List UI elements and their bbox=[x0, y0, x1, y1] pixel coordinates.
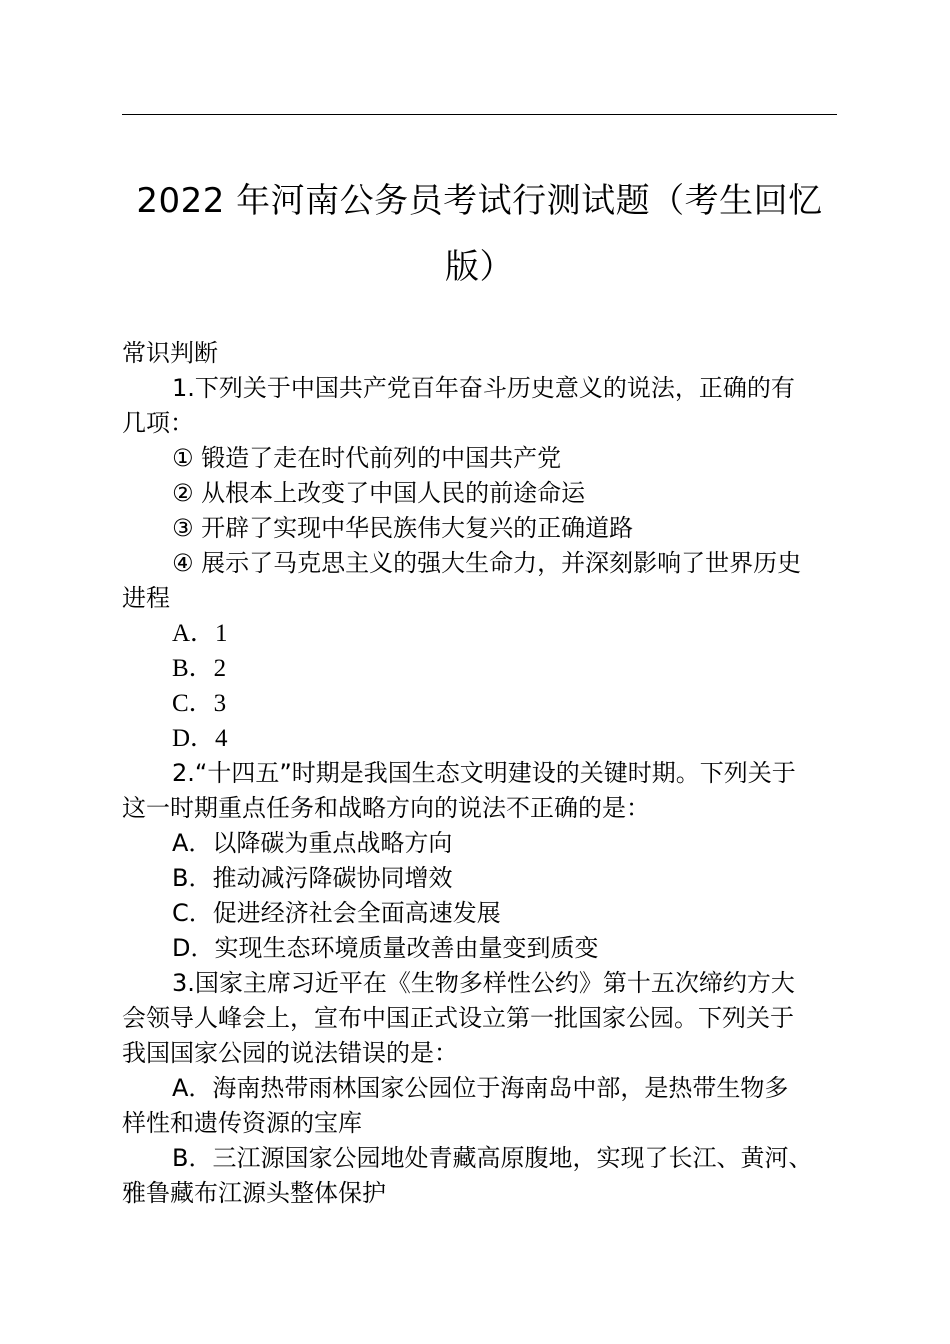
q2-option-c: C．促进经济社会全面高速发展 bbox=[172, 899, 501, 927]
q2-stem-line-2: 这一时期重点任务和战略方向的说法不正确的是： bbox=[122, 794, 650, 822]
q1-option-b: B．2 bbox=[172, 655, 227, 682]
q2-stem-line-1: 2.“十四五”时期是我国生态文明建设的关键时期。下列关于 bbox=[172, 759, 796, 787]
q3-option-a-line-2: 样性和遗传资源的宝库 bbox=[122, 1109, 362, 1137]
q1-stem-line-2: 几项： bbox=[122, 409, 194, 437]
q1-item-4-line-2: 进程 bbox=[122, 584, 170, 612]
q3-stem-line-3: 我国国家公园的说法错误的是： bbox=[122, 1039, 458, 1067]
q1-stem-line-1: 1.下列关于中国共产党百年奋斗历史意义的说法，正确的有 bbox=[172, 374, 795, 402]
section-heading: 常识判断 bbox=[122, 339, 218, 367]
q1-item-3: ③ 开辟了实现中华民族伟大复兴的正确道路 bbox=[172, 514, 634, 542]
q1-item-2: ② 从根本上改变了中国人民的前途命运 bbox=[172, 479, 586, 507]
q3-option-b-line-2: 雅鲁藏布江源头整体保护 bbox=[122, 1179, 386, 1207]
title-line-2: 版） bbox=[445, 247, 514, 287]
q3-option-a-line-1: A．海南热带雨林国家公园位于海南岛中部，是热带生物多 bbox=[172, 1074, 789, 1102]
document-body bbox=[122, 336, 840, 1211]
q1-item-1: ① 锻造了走在时代前列的中国共产党 bbox=[172, 444, 562, 472]
document-title bbox=[122, 168, 837, 300]
title-line-1: 2022 年河南公务员考试行测试题（考生回忆 bbox=[136, 181, 823, 221]
q1-option-d: D．4 bbox=[172, 725, 228, 752]
q2-option-a: A．以降碳为重点战略方向 bbox=[172, 829, 453, 857]
header-rule bbox=[122, 114, 837, 115]
q1-option-c: C．3 bbox=[172, 690, 227, 717]
q2-option-d: D．实现生态环境质量改善由量变到质变 bbox=[172, 934, 599, 962]
q1-option-a: A．1 bbox=[172, 620, 228, 647]
q3-option-b-line-1: B．三江源国家公园地处青藏高原腹地，实现了长江、黄河、 bbox=[172, 1144, 813, 1172]
q2-option-b: B．推动减污降碳协同增效 bbox=[172, 864, 453, 892]
q1-item-4-line-1: ④ 展示了马克思主义的强大生命力，并深刻影响了世界历史 bbox=[172, 549, 802, 577]
q3-stem-line-1: 3.国家主席习近平在《生物多样性公约》第十五次缔约方大 bbox=[172, 969, 795, 997]
q3-stem-line-2: 会领导人峰会上，宣布中国正式设立第一批国家公园。下列关于 bbox=[122, 1004, 794, 1032]
